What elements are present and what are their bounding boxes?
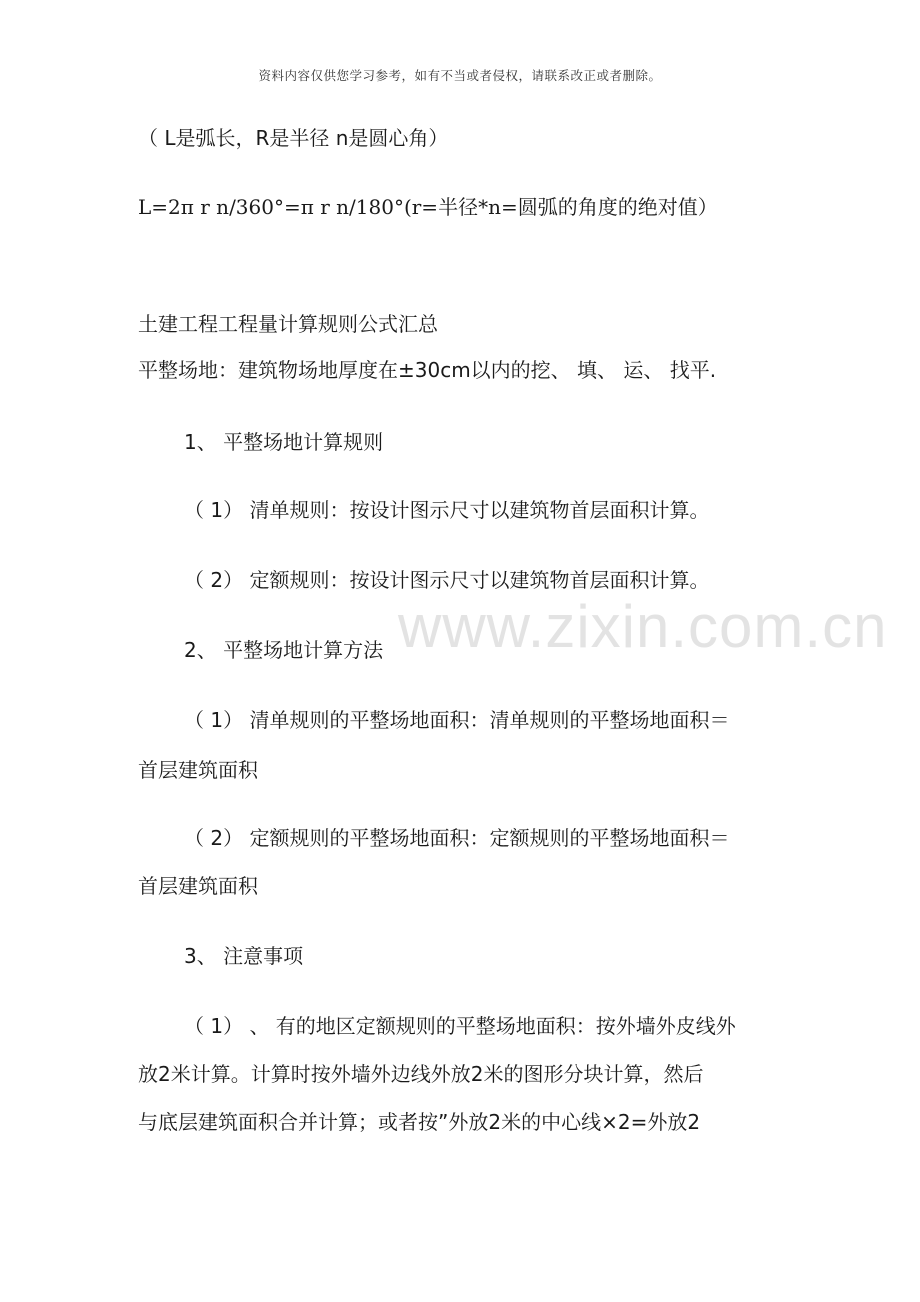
header-disclaimer: 资料内容仅供您学习参考，如有不当或者侵权，请联系改正或者删除。	[258, 68, 662, 83]
note-paragraph-line-1: （ 1） 、 有的地区定额规则的平整场地面积：按外墙外皮线外	[184, 1014, 736, 1038]
method-quota-item: （ 2） 定额规则的平整场地面积：定额规则的平整场地面积＝	[184, 826, 730, 850]
note-paragraph-line-2: 放2米计算。计算时按外墙外边线外放2米的图形分块计算，然后	[138, 1062, 704, 1086]
rule-quota-item: （ 2） 定额规则：按设计图示尺寸以建筑物首层面积计算。	[184, 568, 710, 592]
method-list-item-cont: 首层建筑面积	[138, 758, 258, 782]
section-title: 土建工程工程量计算规则公式汇总	[138, 312, 438, 336]
arc-length-formula: L=2π r n/360°=π r n/180°(r=半径*n=圆弧的角度的绝对值）	[138, 195, 718, 219]
heading-notes: 3、 注意事项	[184, 944, 304, 968]
formula-variable-note: （ L是弧长，R是半径 n是圆心角）	[138, 126, 449, 150]
method-list-item: （ 1） 清单规则的平整场地面积：清单规则的平整场地面积＝	[184, 708, 730, 732]
site-leveling-definition: 平整场地：建筑物场地厚度在±30cm以内的挖、 填、 运、 找平.	[138, 358, 717, 382]
note-paragraph-line-3: 与底层建筑面积合并计算；或者按”外放2米的中心线×2=外放2	[138, 1110, 701, 1134]
method-quota-item-cont: 首层建筑面积	[138, 874, 258, 898]
watermark: www.zixin.com.cn	[398, 593, 888, 660]
rule-list-item: （ 1） 清单规则：按设计图示尺寸以建筑物首层面积计算。	[184, 498, 710, 522]
heading-calculation-rules: 1、 平整场地计算规则	[184, 430, 384, 454]
heading-calculation-method: 2、 平整场地计算方法	[184, 638, 384, 662]
